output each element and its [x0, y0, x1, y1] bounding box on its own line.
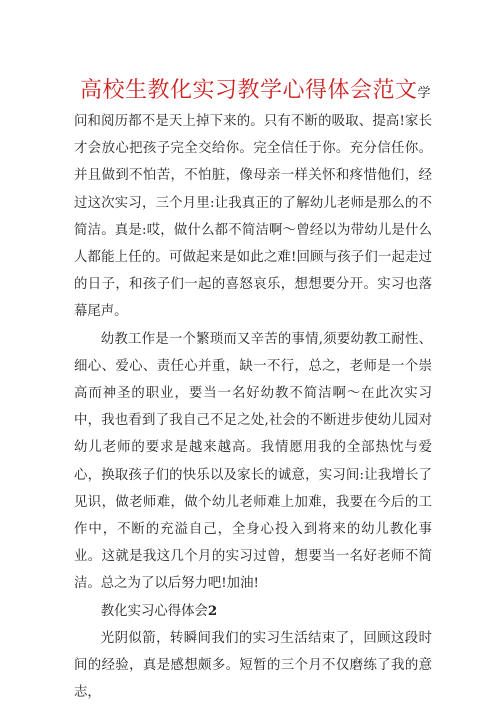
- document-title-line: [80, 76, 440, 109]
- document-body: [74, 108, 432, 706]
- section-heading: [74, 598, 432, 625]
- title-trailing-text: 学: [417, 86, 431, 101]
- section-heading-number: 2: [207, 602, 218, 619]
- paragraph-continuation: 问和阅历都不是天上掉下来的。只有不断的吸取、提高!家长才会放心把孩子完全交给你。完全信任于你。充分信任你。并且做到不怕苦，不怕脏，像母亲一样关怀和疼惜他们，经过这次实习，三个月里:让我真正的了解幼儿老师是那么的不简洁。真是:哎，做什么都不简洁啊～曾经以为带幼儿是什么人都能上任的。可做起来是如此之难!回顾与孩子们一起走过的日子，和孩子们一起的喜怒哀乐，想想要分开。实习也落幕尾声。: [74, 114, 432, 320]
- document-title: 高校生教化实习教学心得体会范文: [80, 78, 418, 103]
- paragraph: 光阴似箭，转瞬间我们的实习生活结束了，回顾这段时间的经验，真是感想颇多。短暂的三个月不仅磨练了我的意志，: [74, 630, 432, 701]
- section-heading-text: 教化实习心得体会: [100, 603, 208, 619]
- paragraph: 幼教工作是一个繁琐而又辛苦的事情,须要幼教工耐性、细心、爱心、责任心并重，缺一不行，总之，老师是一个崇高而神圣的职业，要当一名好幼教不简洁啊～在此次实习中，我也看到了我自己不足之处,社会的不断进步使幼儿园对幼儿老师的要求是越来越高。我情愿用我的全部热忱与爱心，换取孩子们的快乐以及家长的诚意，实习间:让我增长了见识，做老师难，做个幼儿老师难上加难，我要在今后的工作中，不断的充溢自己，全身心投入到将来的幼儿教化事业。这就是我这几个月的实习过曾，想要当一名好老师不简洁。总之为了以后努力吧!加油!: [74, 331, 432, 592]
